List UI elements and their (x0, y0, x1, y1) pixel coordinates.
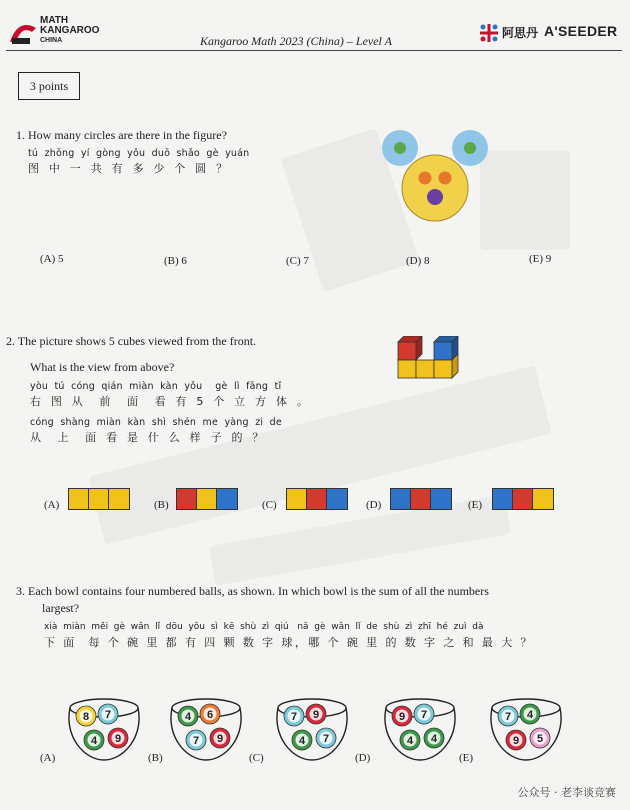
number-ball (498, 706, 518, 726)
number-ball (306, 704, 326, 724)
q2-option-d[interactable]: (D) (366, 499, 382, 511)
strip-square-red (307, 489, 327, 509)
q3-bowl-b[interactable] (166, 696, 246, 762)
strip-square-blue (327, 489, 347, 509)
q3-option-c[interactable]: (C) (249, 752, 264, 764)
q2-question: What is the view from above? (30, 360, 175, 374)
ball-number: 4 (298, 735, 306, 747)
strip-square-blue (217, 489, 237, 509)
q3-bowl-d[interactable] (380, 696, 460, 762)
q3-option-a[interactable]: (A) (40, 752, 56, 764)
logo-line-3: CHINA (40, 37, 63, 44)
aseeder-cn-name: 阿思丹 (502, 26, 539, 40)
blue-cube (434, 342, 452, 360)
q2-text: 2. The picture shows 5 cubes viewed from the front. (6, 334, 257, 348)
number-ball (98, 704, 118, 724)
number-ball (400, 730, 420, 750)
yellow-cube-3 (434, 360, 452, 378)
q2-option-d-strip[interactable] (390, 488, 452, 510)
ball-number: 4 (526, 709, 534, 721)
q1-option-b[interactable]: (B) 6 (164, 255, 187, 267)
number-ball (392, 706, 412, 726)
ball-number: 9 (216, 733, 224, 745)
q1-chinese: 图 中 一 共 有 多 少 个 圆 ？ (28, 162, 231, 175)
aseeder-en-name: A'SEEDER (544, 23, 618, 39)
q2-chinese-1: 右 图 从 前 面 看 有 5 个 立 方 体 。 (30, 395, 312, 408)
right-eye-circle (439, 172, 452, 185)
q1-bear-figure (378, 126, 494, 226)
strip-square-blue (391, 489, 411, 509)
q3-option-b[interactable]: (B) (148, 752, 163, 764)
q2-option-a[interactable]: (A) (44, 499, 60, 511)
q2-option-b-strip[interactable] (176, 488, 238, 510)
strip-square-yellow (69, 489, 89, 509)
ball-number: 4 (430, 733, 438, 745)
q1-option-e[interactable]: (E) 9 (529, 253, 552, 265)
q3-chinese: 下 面 每 个 碗 里 都 有 四 颗 数 字 球，哪 个 碗 里 的 数 字 之 和 最 大 ？ (44, 636, 534, 649)
points-box: 3 points (18, 72, 80, 100)
strip-square-red (411, 489, 431, 509)
left-ear-inner-circle (394, 142, 406, 154)
number-ball (210, 728, 230, 748)
logo-line-1: MATH (40, 15, 69, 26)
q3-option-d[interactable]: (D) (355, 752, 371, 764)
left-eye-circle (419, 172, 432, 185)
q1-option-d[interactable]: (D) 8 (406, 255, 430, 267)
ball-number: 6 (206, 709, 214, 721)
q1-option-c[interactable]: (C) 7 (286, 255, 309, 267)
ball-number: 7 (104, 709, 112, 721)
aseeder-star-icon (478, 22, 500, 44)
ball-number: 5 (536, 733, 544, 745)
q2-option-b[interactable]: (B) (154, 499, 169, 511)
ball-number: 7 (322, 733, 330, 745)
ball-number: 8 (82, 711, 90, 723)
q2-cubes-front-view (392, 336, 472, 392)
header-divider (6, 50, 622, 51)
number-ball (108, 728, 128, 748)
strip-square-red (177, 489, 197, 509)
ball-number: 7 (420, 709, 428, 721)
q3-pinyin: xià miàn měi gè wǎn lǐ dōu yǒu sì kē shù zì qiú nǎ gè wǎn lǐ de shù zì zhī hé zuì dà (44, 622, 484, 632)
strip-square-yellow (287, 489, 307, 509)
q2-chinese-2: 从 上 面 看 是 什 么 样 子 的 ？ (30, 431, 267, 444)
right-ear-inner-circle (464, 142, 476, 154)
q3-bowl-c[interactable] (272, 696, 352, 762)
strip-square-red (513, 489, 533, 509)
q2-pinyin-2: cóng shàng miàn kàn shì shén me yàng zi de (30, 417, 282, 428)
q2-option-e[interactable]: (E) (468, 499, 483, 511)
number-ball (284, 706, 304, 726)
number-ball (424, 728, 444, 748)
q3-bowl-e[interactable] (486, 696, 566, 762)
number-ball (316, 728, 336, 748)
ball-number: 4 (406, 735, 414, 747)
q2-option-c-strip[interactable] (286, 488, 348, 510)
watermark: 公众号 · 老李谈竞赛 (517, 786, 616, 799)
number-ball (76, 706, 96, 726)
number-ball (84, 730, 104, 750)
q2-option-c[interactable]: (C) (262, 499, 277, 511)
ball-number: 9 (398, 711, 406, 723)
yellow-cube-2 (416, 360, 434, 378)
nose-circle (427, 189, 443, 205)
page-header-title: Kangaroo Math 2023 (China) – Level A (200, 34, 392, 48)
ball-number: 7 (290, 711, 298, 723)
q1-pinyin: tú zhōng yí gòng yǒu duō shǎo gè yuán (28, 148, 250, 159)
number-ball (414, 704, 434, 724)
q1-text: 1. How many circles are there in the figure? (16, 128, 227, 142)
q3-option-e[interactable]: (E) (459, 752, 474, 764)
ball-number: 9 (114, 733, 122, 745)
number-ball (506, 730, 526, 750)
number-ball (186, 730, 206, 750)
number-ball (178, 706, 198, 726)
q3-text-2: largest? (42, 601, 80, 615)
number-ball (530, 728, 550, 748)
strip-square-yellow (89, 489, 109, 509)
ball-number: 4 (184, 711, 192, 723)
yellow-cube-1 (398, 360, 416, 378)
strip-square-blue (431, 489, 451, 509)
logo-line-2: KANGAROO (40, 25, 100, 36)
kangaroo-logo-icon (8, 20, 38, 46)
number-ball (200, 704, 220, 724)
strip-square-yellow (197, 489, 217, 509)
ball-number: 4 (90, 735, 98, 747)
ball-number: 7 (192, 735, 200, 747)
q1-option-a[interactable]: (A) 5 (40, 253, 64, 265)
number-ball (520, 704, 540, 724)
q3-text: 3. Each bowl contains four numbered balls, as shown. In which bowl is the sum of all the numbers (16, 584, 489, 598)
q3-bowl-a[interactable] (64, 696, 144, 762)
strip-square-yellow (109, 489, 129, 509)
number-ball (292, 730, 312, 750)
strip-square-blue (493, 489, 513, 509)
ball-number: 9 (312, 709, 320, 721)
strip-square-yellow (533, 489, 553, 509)
q2-option-a-strip[interactable] (68, 488, 130, 510)
math-kangaroo-logo (8, 14, 113, 50)
q2-option-e-strip[interactable] (492, 488, 554, 510)
red-cube (398, 342, 416, 360)
ball-number: 7 (504, 711, 512, 723)
face-circle (402, 155, 468, 221)
q2-pinyin-1: yòu tú cóng qián miàn kàn yǒu gè lì fāng tǐ (30, 381, 282, 392)
ball-number: 9 (512, 735, 520, 747)
aseeder-logo (476, 22, 626, 44)
